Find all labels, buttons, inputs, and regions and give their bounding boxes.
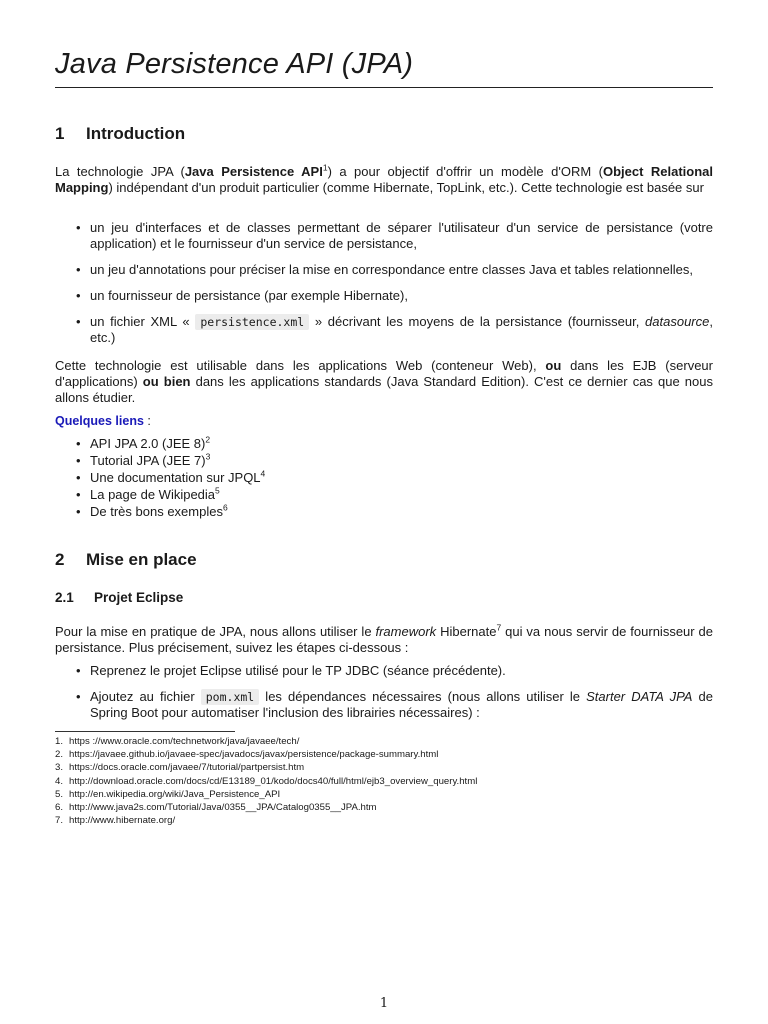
section-number: 1 xyxy=(55,124,65,143)
subsection-title: Projet Eclipse xyxy=(94,590,184,605)
features-list xyxy=(55,220,713,356)
links-heading xyxy=(55,414,151,428)
link-text[interactable]: La page de Wikipedia xyxy=(90,487,216,502)
footnote-item[interactable] xyxy=(55,735,713,748)
link-item[interactable] xyxy=(55,470,713,486)
bold-term: Java Persistence API xyxy=(184,164,323,179)
text: dans les applications standards (Java Standard Edition). C'est ce dernier cas que nous allons étudier. xyxy=(55,374,713,405)
list-item xyxy=(55,262,713,278)
text: : xyxy=(143,414,151,428)
footnote-number: 3. xyxy=(55,762,64,774)
footnote-divider xyxy=(55,731,235,732)
link-item[interactable] xyxy=(55,487,713,503)
footnote-item[interactable] xyxy=(55,801,713,814)
footnotes-list xyxy=(55,735,713,827)
section-title: Mise en place xyxy=(86,550,197,569)
footnote-url[interactable]: http://download.oracle.com/docs/cd/E13189_01/kodo/docs40/full/html/ejb3_overview_query.html xyxy=(69,775,478,787)
section-2-heading xyxy=(55,550,197,570)
footnote-url[interactable]: https ://www.oracle.com/technetwork/java/javaee/tech/ xyxy=(69,736,300,747)
link-item[interactable] xyxy=(55,436,713,452)
bold-term: ou bien xyxy=(142,374,191,389)
links-label: Quelques liens xyxy=(55,414,144,428)
text: Hibernate xyxy=(436,624,497,639)
item-text: Ajoutez au fichier xyxy=(90,689,201,704)
link-item[interactable] xyxy=(55,453,713,469)
item-text: un fournisseur de persistance (par exemple Hibernate), xyxy=(90,288,408,303)
subsection-2-1-heading xyxy=(55,590,183,605)
bold-term: ou xyxy=(545,358,562,373)
item-text: Reprenez le projet Eclipse utilisé pour le TP JDBC (séance précédente). xyxy=(90,663,506,678)
list-item xyxy=(55,220,713,252)
inline-code: pom.xml xyxy=(201,689,259,705)
footnote-url[interactable]: http://www.java2s.com/Tutorial/Java/0355__JPA/Catalog0355__JPA.htm xyxy=(69,802,377,814)
item-text: un jeu d'interfaces et de classes permettant de séparer l'utilisateur d'un service de persistance (votre application) et le fournisseur d'un service de persistance, xyxy=(90,220,713,251)
item-text: un fichier XML « xyxy=(90,314,196,329)
footnote-item[interactable] xyxy=(55,775,713,788)
footnote-number: 2. xyxy=(55,749,64,761)
emphasis: framework xyxy=(375,624,437,639)
page-title: Java Persistence API (JPA) xyxy=(55,48,713,88)
footnote-url[interactable]: http://en.wikipedia.org/wiki/Java_Persistence_API xyxy=(69,788,281,800)
emphasis: datasource xyxy=(645,314,710,329)
item-text: un jeu d'annotations pour préciser la mise en correspondance entre classes Java et tables relationnelles, xyxy=(90,262,694,277)
page-number: 1 xyxy=(379,996,389,1011)
list-item xyxy=(55,663,713,679)
bold-term: Object Relational Mapping xyxy=(55,164,713,195)
list-item xyxy=(55,689,713,721)
footnote-number: 4. xyxy=(55,775,64,787)
footnote-number: 6. xyxy=(55,802,64,814)
footnote-ref: 7 xyxy=(496,622,502,633)
footnote-ref: 1 xyxy=(322,162,328,173)
item-text: » décrivant les moyens de la persistance (fournisseur, xyxy=(309,314,646,329)
section-1-heading xyxy=(55,124,185,144)
footnote-number: 7. xyxy=(55,815,64,827)
emphasis: Starter DATA JPA xyxy=(586,689,693,704)
link-text[interactable]: Tutorial JPA (JEE 7) xyxy=(90,453,206,468)
footnote-item[interactable] xyxy=(55,814,713,827)
subsection-number: 2.1 xyxy=(55,590,74,605)
item-text: les dépendances nécessaires (nous allons utiliser le xyxy=(259,689,587,704)
item-text: , etc.) xyxy=(90,314,713,345)
eclipse-paragraph xyxy=(55,624,713,656)
intro-paragraph xyxy=(55,164,713,196)
footnote-item[interactable] xyxy=(55,761,713,774)
section-number: 2 xyxy=(55,550,65,569)
footnote-ref: 6 xyxy=(222,502,228,513)
text: La technologie JPA ( xyxy=(55,164,185,179)
footnote-url[interactable]: https://docs.oracle.com/javaee/7/tutorial/partpersist.htm xyxy=(69,762,305,774)
link-item[interactable] xyxy=(55,504,713,520)
list-item xyxy=(55,314,713,346)
list-item xyxy=(55,288,713,304)
text: qui va nous servir de fournisseur de persistance. Plus précisement, suivez les étapes ci-dessous : xyxy=(55,624,714,655)
document-page xyxy=(55,0,713,1024)
text: ) indépendant d'un produit particulier (comme Hibernate, TopLink, etc.). Cette technologie est basée sur xyxy=(108,180,704,195)
link-text[interactable]: De très bons exemples xyxy=(90,504,223,519)
usage-paragraph xyxy=(55,358,713,406)
footnote-number: 5. xyxy=(55,788,64,800)
footnote-url[interactable]: http://www.hibernate.org/ xyxy=(69,815,176,827)
footnote-ref: 5 xyxy=(215,485,220,496)
inline-code: persistence.xml xyxy=(195,314,309,330)
link-text[interactable]: API JPA 2.0 (JEE 8) xyxy=(90,436,206,451)
text: dans les EJB (serveur d'applications) xyxy=(55,358,713,389)
text: Cette technologie est utilisable dans les applications Web (conteneur Web), xyxy=(55,358,546,373)
footnote-ref: 2 xyxy=(205,434,211,445)
footnote-ref: 3 xyxy=(205,451,211,462)
steps-list xyxy=(55,663,713,731)
item-text: de Spring Boot pour automatiser l'inclusion des librairies nécessaires) : xyxy=(90,689,713,720)
footnote-item[interactable] xyxy=(55,748,713,761)
section-title: Introduction xyxy=(86,124,186,143)
link-text[interactable]: Une documentation sur JPQL xyxy=(90,470,261,485)
footnote-ref: 4 xyxy=(260,468,266,479)
text: Pour la mise en pratique de JPA, nous allons utiliser le xyxy=(55,624,376,639)
text: ) a pour objectif d'offrir un modèle d'ORM ( xyxy=(327,164,603,179)
footnote-item[interactable] xyxy=(55,788,713,801)
footnote-url[interactable]: https://javaee.github.io/javaee-spec/javadocs/javax/persistence/package-summary.html xyxy=(69,749,439,761)
footnote-number: 1. xyxy=(55,736,64,747)
links-list xyxy=(55,436,713,521)
